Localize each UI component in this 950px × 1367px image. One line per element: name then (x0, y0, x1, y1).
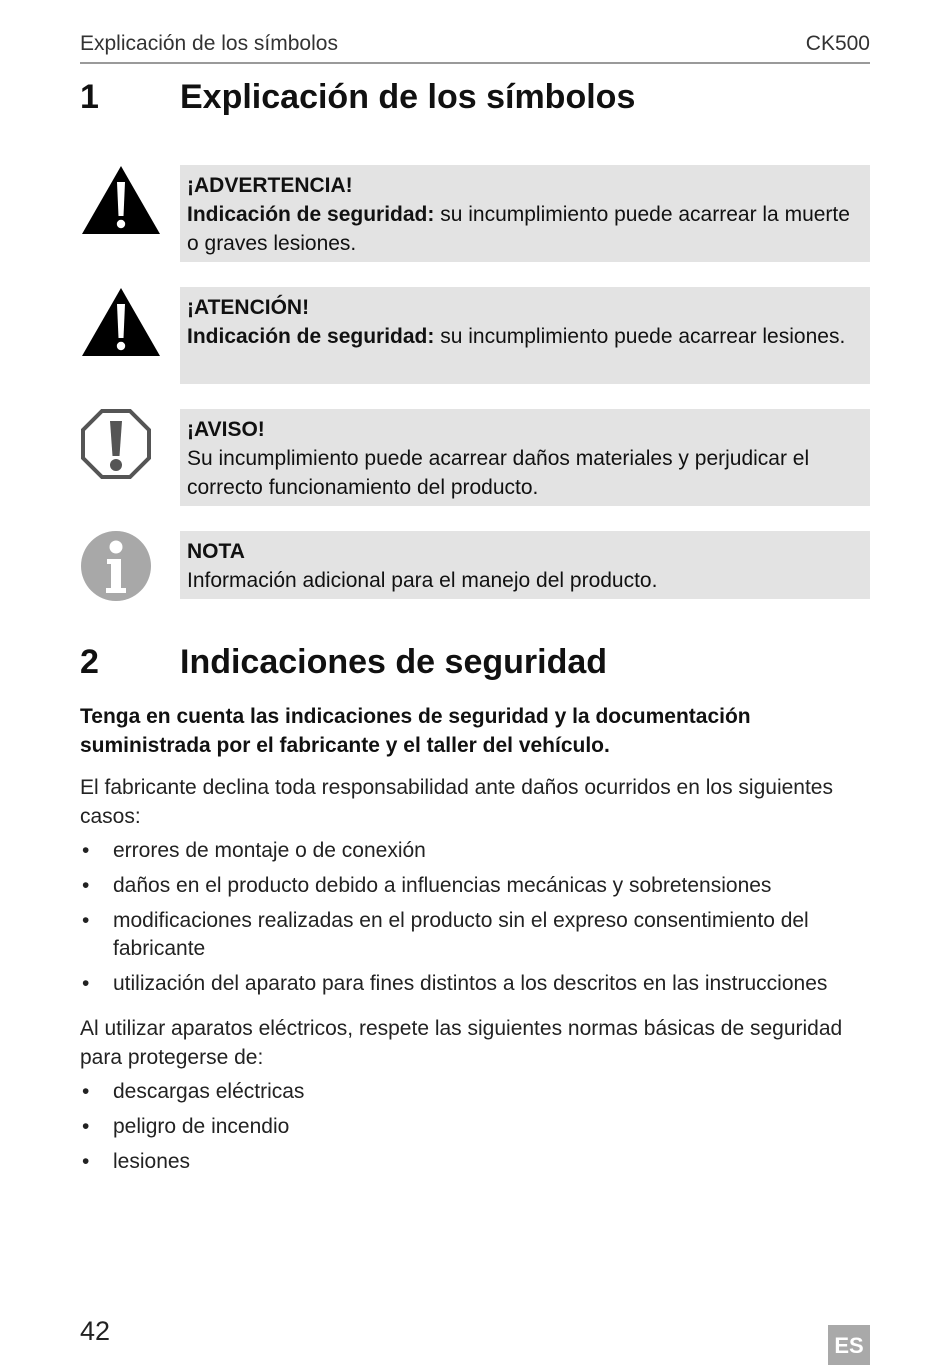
note-text: Información adicional para el manejo del producto. (187, 569, 658, 592)
page-number: 42 (80, 1316, 111, 1346)
warning-label: ¡ADVERTENCIA! (187, 174, 353, 197)
header-chapter-title: Explicación de los símbolos (80, 32, 338, 55)
caution-label: ¡ATENCIÓN! (187, 296, 310, 319)
notice-label: ¡AVISO! (187, 418, 265, 441)
list-item: • utilización del aparato para fines distintos a los descritos en las instrucciones (80, 970, 870, 998)
warning-triangle-icon (80, 286, 162, 358)
list-item: • errores de montaje o de conexión (80, 837, 870, 865)
liability-list (80, 837, 870, 1005)
header-model: CK500 (805, 32, 870, 55)
list-item: • lesiones (80, 1148, 870, 1176)
safety-lead-text: Tenga en cuenta las indicaciones de seguridad y la documentación suministrada por el fabricante y el taller del vehículo. (80, 705, 751, 757)
list-item: • modificaciones realizadas en el producto sin el expreso consentimiento del fabricante (80, 907, 870, 963)
note-box (180, 531, 870, 599)
liability-paragraph: El fabricante declina toda responsabilidad ante daños ocurridos en los siguientes casos: (80, 776, 833, 828)
page-header (80, 30, 870, 64)
list-item: • descargas eléctricas (80, 1078, 870, 1106)
section-heading: Indicaciones de seguridad (180, 643, 608, 681)
notice-text: Su incumplimiento puede acarrear daños materiales y perjudicar el correcto funcionamiento del producto. (187, 447, 810, 499)
notice-box (180, 409, 870, 506)
warning-safety-label: Indicación de seguridad: (187, 203, 435, 226)
electrical-safety-paragraph: Al utilizar aparatos eléctricos, respete las siguientes normas básicas de seguridad para protegerse de: (80, 1017, 843, 1069)
info-icon (80, 530, 152, 602)
caution-notice-box (180, 287, 870, 384)
warning-triangle-icon (80, 164, 162, 236)
section-number: 2 (80, 643, 99, 681)
caution-safety-label: Indicación de seguridad: (187, 325, 435, 348)
section-heading: Explicación de los símbolos (180, 78, 636, 116)
warning-notice-box (180, 165, 870, 262)
section-number: 1 (80, 78, 99, 116)
warning-text: su incumplimiento puede acarrear la muerte o graves lesiones. (187, 203, 850, 255)
caution-text: su incumplimiento puede acarrear lesiones. (434, 325, 846, 348)
note-label: NOTA (187, 540, 245, 563)
list-item: • daños en el producto debido a influencias mecánicas y sobretensiones (80, 872, 870, 900)
hazards-list (80, 1078, 870, 1183)
list-item: • peligro de incendio (80, 1113, 870, 1141)
language-tab: ES (828, 1325, 870, 1365)
octagon-exclamation-icon (80, 408, 152, 480)
